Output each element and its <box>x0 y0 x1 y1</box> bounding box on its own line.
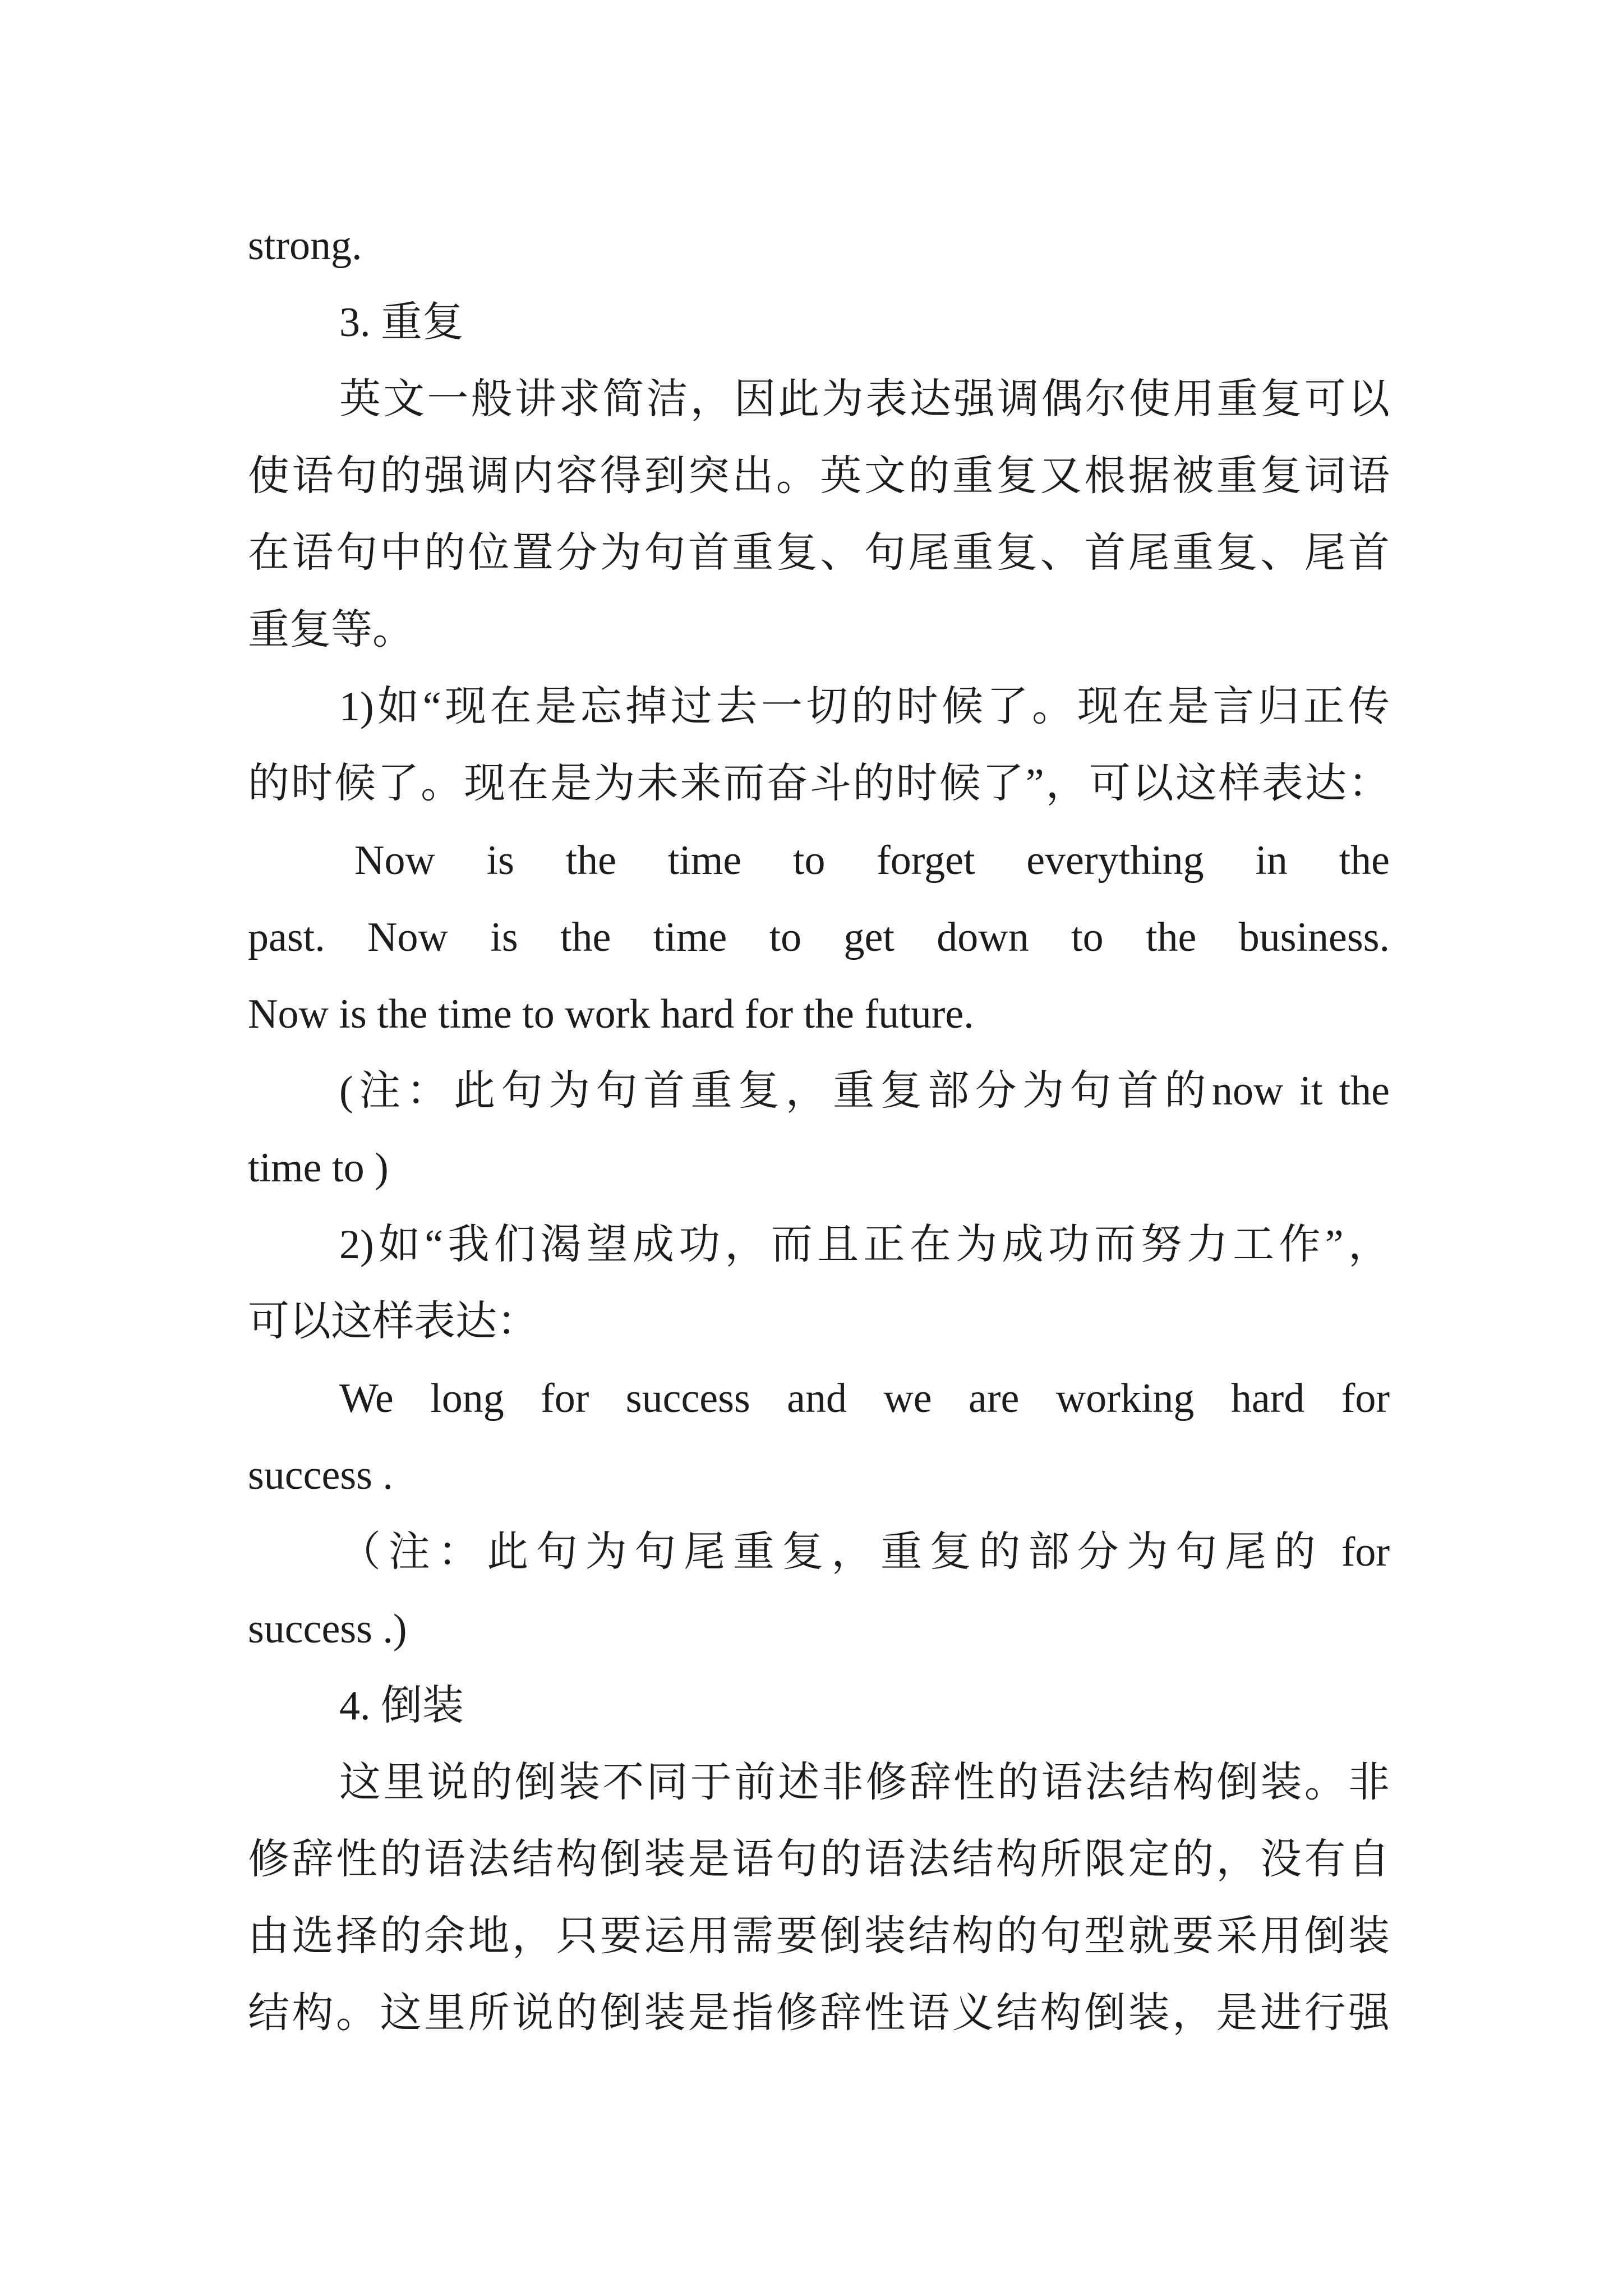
text-line: 2)如“我们渴望成功，而且正在为成功而努力工作”， <box>339 1222 1390 1268</box>
example-line: We long for success and we are working hard for <box>339 1375 1390 1421</box>
body-text <box>248 208 1390 2052</box>
note-line: success .) <box>248 1606 407 1652</box>
example-line: success . <box>248 1452 393 1498</box>
text-line: 1)如“现在是忘掉过去一切的时候了。现在是言归正传 <box>339 684 1390 730</box>
text-line: 这里说的倒装不同于前述非修辞性的语法结构倒装。非 <box>339 1760 1390 1806</box>
text-line: 在语句中的位置分为句首重复、句尾重复、首尾重复、尾首 <box>248 530 1390 576</box>
text-line: 结构。这里所说的倒装是指修辞性语义结构倒装，是进行强 <box>248 1990 1390 2036</box>
text-line: 修辞性的语法结构倒装是语句的语法结构所限定的，没有自 <box>248 1837 1390 1883</box>
text-line: 重复等。 <box>248 607 414 653</box>
note-line: (注：此句为句首重复，重复部分为句首的now it the <box>339 1068 1390 1114</box>
example-line: Now is the time to forget everything in the <box>354 838 1390 884</box>
note-line: time to ) <box>248 1145 389 1191</box>
text-line: strong. <box>248 223 362 269</box>
text-line: 的时候了。现在是为未来而奋斗的时候了”，可以这样表达： <box>248 761 1390 807</box>
section-heading: 3. 重复 <box>339 300 464 346</box>
example-line: past. Now is the time to get down to the business. <box>248 914 1390 960</box>
section-heading: 4. 倒装 <box>339 1683 464 1729</box>
note-line: （注：此句为句尾重复，重复的部分为句尾的 for <box>339 1529 1390 1575</box>
text-line: 使语句的强调内容得到突出。英文的重复又根据被重复词语 <box>248 453 1390 499</box>
text-line: 可以这样表达： <box>248 1299 538 1345</box>
text-line: 英文一般讲求简洁，因此为表达强调偶尔使用重复可以 <box>339 376 1390 422</box>
text-line: 由选择的余地，只要运用需要倒装结构的句型就要采用倒装 <box>248 1913 1390 1959</box>
example-line: Now is the time to work hard for the future. <box>248 991 974 1037</box>
